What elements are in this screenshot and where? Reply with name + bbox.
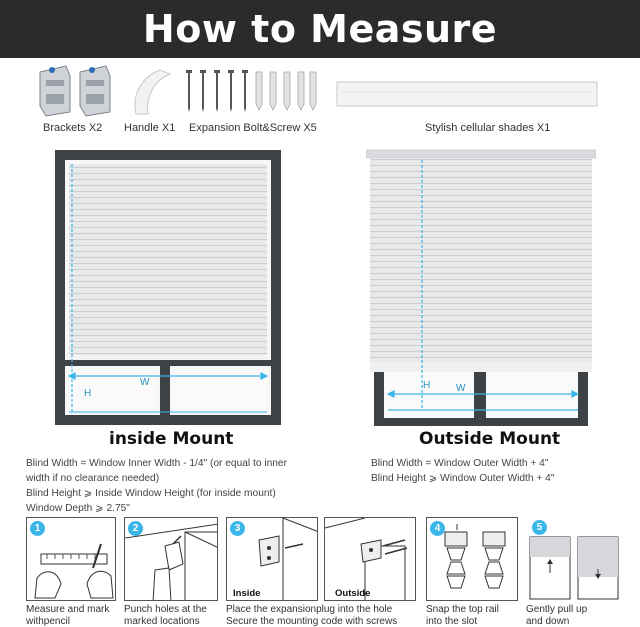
step-3-inside-panel [226,517,318,601]
measure-tape-icon [27,518,116,601]
page-title: How to Measure [142,7,498,51]
outside-mount-title: Outside Mount [419,429,561,449]
step-caption-line: and down [526,616,570,627]
step-5-caption [526,604,587,627]
header-banner [0,0,640,58]
inside-formula-line: Window Depth ⩾ 2.75" [26,503,130,514]
inside-mount-formulas [26,456,287,516]
step-caption-line: Secure the mounting code with screws [226,616,398,627]
step-caption-line: Place the expansionplug into the hole [226,604,393,615]
cellular-shade-label: Stylish cellular shades X1 [425,122,551,134]
brackets-image [36,62,116,120]
screws-label: Expansion Bolt&Screw X5 [189,122,317,134]
outside-mount-formulas [371,456,554,486]
handle-image [126,66,176,118]
inside-formula-line: width if no clearance needed) [26,473,160,484]
step-number-badge: 5 [532,520,547,535]
pull-up-down-icon [526,517,622,601]
outside-formula-line: Blind Height ⩾ Window Outer Width + 4" [371,473,555,484]
outside-formula-line: Blind Width = Window Outer Width + 4" [371,458,549,469]
outside-height-label: H [423,380,431,391]
step-caption-line: marked locations [124,616,200,627]
inside-formula-line: Blind Height ⩾ Inside Window Height (for inside mount) [26,488,276,499]
cellular-shade-image [336,80,598,110]
inside-mount-diagram [55,150,281,425]
handle-label: Handle X1 [124,122,176,134]
step-2-caption [124,604,207,627]
inside-sub-label: Inside [233,588,261,599]
step-number-badge: 1 [30,521,45,536]
step-1-caption [26,604,109,627]
step-2-panel [124,517,218,601]
inside-mount-title: inside Mount [109,429,234,449]
outside-sub-label: Outside [335,588,371,599]
outside-width-label: W [456,383,466,394]
step-caption-line: into the slot [426,616,478,627]
step-caption-line: Gently pull up [526,604,588,615]
step-3-outside-panel [324,517,416,601]
step-caption-line: Snap the top rail [426,604,499,615]
step-3-caption [226,604,397,627]
inside-width-label: W [140,377,150,388]
step-5-panel [526,517,622,601]
step-4-caption [426,604,499,627]
step-number-badge: 3 [230,521,245,536]
step-caption-line: withpencil [26,616,70,627]
inside-formula-line: Blind Width = Window Inner Width - 1/4" (or equal to inner [26,458,287,469]
step-caption-line: Measure and mark [26,604,110,615]
outside-mount-diagram [366,148,596,426]
screws-image [180,68,320,118]
step-number-badge: 2 [128,521,143,536]
step-caption-line: Punch holes at the [124,604,207,615]
step-4-panel [426,517,518,601]
step-1-panel [26,517,116,601]
step-number-badge: 4 [430,521,445,536]
top-rail-snap-icon [427,518,518,601]
brackets-label: Brackets X2 [43,122,103,134]
inside-height-label: H [84,388,92,399]
drill-icon [125,518,218,601]
